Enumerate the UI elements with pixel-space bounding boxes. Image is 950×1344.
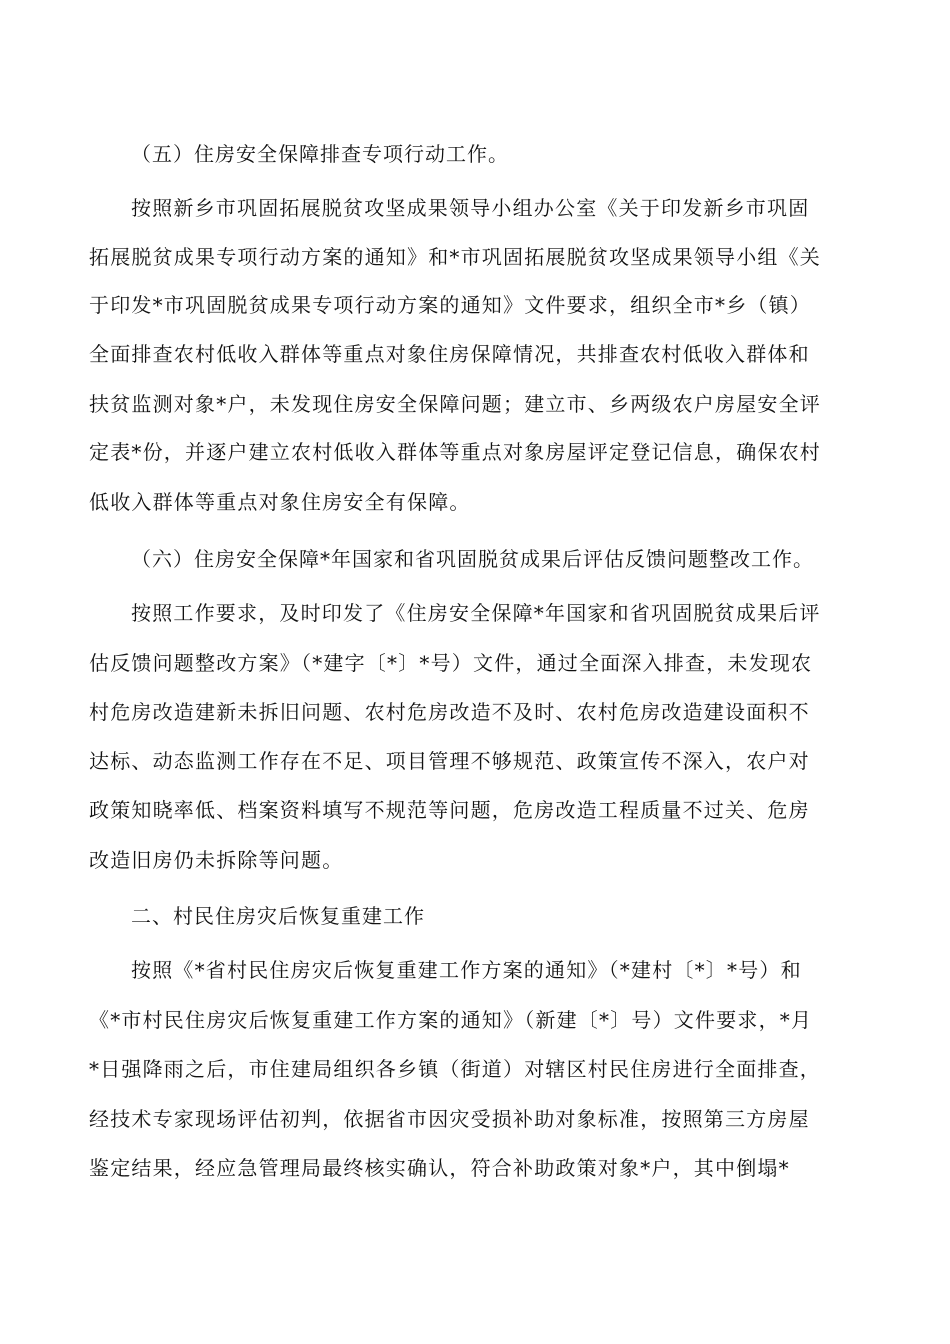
paragraph-line: 按照新乡市巩固拓展脱贫攻坚成果领导小组办公室《关于印发新乡市巩固 — [131, 196, 810, 220]
paragraph-line: 鉴定结果，经应急管理局最终核实确认，符合补助政策对象*户，其中倒塌* — [89, 1156, 790, 1180]
section-heading-2: 二、村民住房灾后恢复重建工作 — [131, 904, 425, 928]
paragraph-line: 全面排查农村低收入群体等重点对象住房保障情况，共排查农村低收入群体和 — [89, 342, 810, 366]
paragraph-line: 达标、动态监测工作存在不足、项目管理不够规范、政策宣传不深入，农户对 — [89, 749, 810, 773]
paragraph-line: *日强降雨之后，市住建局组织各乡镇（街道）对辖区村民住房进行全面排查， — [89, 1057, 821, 1081]
paragraph-line: 改造旧房仍未拆除等问题。 — [89, 848, 344, 872]
paragraph-line: 扶贫监测对象*户，未发现住房安全保障问题；建立市、乡两级农户房屋安全评 — [89, 392, 821, 416]
paragraph-line: 《*市村民住房灾后恢复重建工作方案的通知》（新建〔*〕号）文件要求，*月 — [89, 1008, 813, 1032]
paragraph-line: 低收入群体等重点对象住房安全有保障。 — [89, 490, 471, 514]
paragraph-line: 按照工作要求，及时印发了《住房安全保障*年国家和省巩固脱贫成果后评 — [131, 601, 821, 625]
paragraph-line: 经技术专家现场评估初判，依据省市因灾受损补助对象标准，按照第三方房屋 — [89, 1107, 810, 1131]
paragraph-line: 村危房改造建新未拆旧问题、农村危房改造不及时、农村危房改造建设面积不 — [89, 700, 810, 724]
section-heading-6: （六）住房安全保障*年国家和省巩固脱贫成果后评估反馈问题整改工作。 — [131, 547, 814, 571]
paragraph-line: 估反馈问题整改方案》（*建字〔*〕*号）文件，通过全面深入排查，未发现农 — [89, 651, 813, 675]
paragraph-line: 拓展脱贫成果专项行动方案的通知》和*市巩固拓展脱贫攻坚成果领导小组《关 — [89, 245, 821, 269]
paragraph-line: 按照《*省村民住房灾后恢复重建工作方案的通知》（*建村〔*〕*号）和 — [131, 958, 802, 982]
section-heading-5: （五）住房安全保障排查专项行动工作。 — [131, 142, 509, 166]
paragraph-line: 定表*份，并逐户建立农村低收入群体等重点对象房屋评定登记信息，确保农村 — [89, 440, 821, 464]
paragraph-line: 政策知晓率低、档案资料填写不规范等问题，危房改造工程质量不过关、危房 — [89, 798, 810, 822]
paragraph-line: 于印发*市巩固脱贫成果专项行动方案的通知》文件要求，组织全市*乡（镇） — [89, 293, 811, 317]
